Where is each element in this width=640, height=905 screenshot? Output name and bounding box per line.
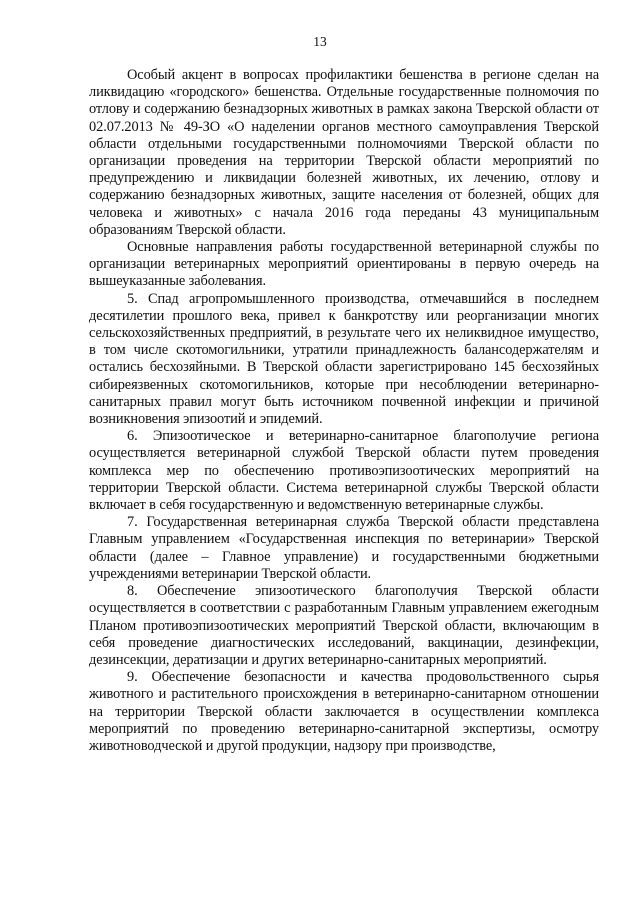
paragraph-item-7: 7. Государственная ветеринарная служба Тверской области представлена Главным управлением «Государственная инспекция по ветеринарии» Тверской области (далее – Главное управление) и государственными бюджетными учреждениями ветеринарии Тверской области.: [89, 514, 599, 582]
paragraph-rabies-prevention: Особый акцент в вопросах профилактики бешенства в регионе сделан на ликвидацию «городского» бешенства. Отдельные государственные полномочия по отлову и содержанию безнадзорных животных в рамках закона Тверской области от 02.07.2013 № 49-ЗО «О наделении органов местного самоуправления Тверской области отдельными государственными полномочиями Тверской области по организации проведения на территории Тверской области мероприятий по предупреждению и ликвидации болезней животных, их лечению, отлову и содержанию безнадзорных животных, защите населения от болезней, общих для человека и животных» с начала 2016 года переданы 43 муниципальным образованиям Тверской области.: [89, 67, 599, 238]
paragraph-item-5: 5. Спад агропромышленного производства, отмечавшийся в последнем десятилетии прошлого века, привел к банкротству или реорганизации многих сельскохозяйственных предприятий, в результате чего их неликвидное имущество, в том числе скотомогильники, утратили принадлежность балансодержателям и остались бесхозяйными. В Тверской области зарегистрировано 145 бесхозяйных сибиреязвенных скотомогильников, которые при несоблюдении ветеринарно-санитарных правил могут быть источником почвенной инфекции и причиной возникновения эпизоотий и эпидемий.: [89, 290, 599, 428]
paragraph-main-directions: Основные направления работы государственной ветеринарной службы по организации ветеринарных мероприятий ориентированы в первую очередь на вышеуказанные заболевания.: [89, 239, 599, 290]
paragraph-item-6: 6. Эпизоотическое и ветеринарно-санитарное благополучие региона осуществляется ветеринарной службой Тверской области путем проведения комплекса мер по обеспечению противоэпизоотических мероприятий на территории Тверской области. Система ветеринарной службы Тверской области включает в себя государственную и ведомственную ветеринарные службы.: [89, 428, 599, 514]
paragraph-item-8: 8. Обеспечение эпизоотического благополучия Тверской области осуществляется в соответствии с разработанным Главным управлением ежегодным Планом противоэпизоотических мероприятий Тверской области, включающим в себя проведение диагностических исследований, вакцинации, дезинфекции, дезинсекции, дератизации и других ветеринарно-санитарных мероприятий.: [89, 583, 599, 668]
document-body: [89, 67, 599, 755]
paragraph-item-9: 9. Обеспечение безопасности и качества продовольственного сырья животного и растительного происхождения в ветеринарно-санитарном отношении на территории Тверской области заключается в осуществлении комплекса мероприятий по проведению ветеринарно-санитарной экспертизы, осмотру животноводческой и другой продукции, надзору при производстве,: [89, 669, 599, 754]
page-number: 13: [313, 34, 327, 49]
